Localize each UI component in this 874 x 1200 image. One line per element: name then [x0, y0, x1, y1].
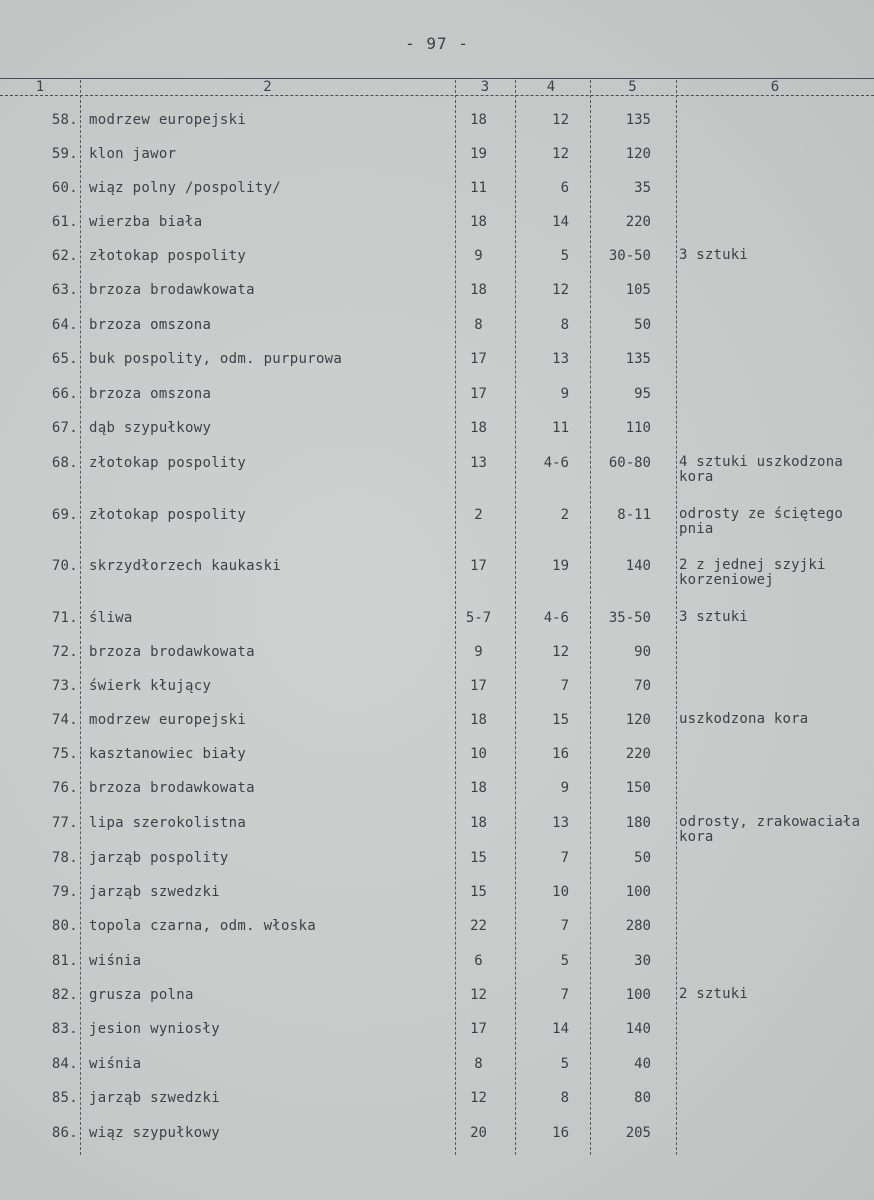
remarks: odrosty, zrakowaciała kora: [679, 814, 861, 845]
species-name: dąb szypułkowy: [89, 420, 212, 436]
value-col5: 60-80: [608, 455, 651, 471]
table-row: [0, 610, 874, 634]
value-col5: 150: [625, 780, 651, 796]
species-name: brzoza omszona: [89, 317, 212, 333]
value-col4: 8: [560, 317, 569, 333]
value-col5: 220: [625, 214, 651, 230]
table-row: [0, 180, 874, 204]
row-number: 86.: [51, 1125, 78, 1141]
value-col3: 13: [470, 455, 487, 471]
table-row: [0, 557, 874, 588]
value-col5: 120: [625, 712, 651, 728]
value-col4: 13: [552, 815, 569, 831]
table-row: [0, 386, 874, 410]
value-col5: 220: [625, 746, 651, 762]
table-row: [0, 214, 874, 238]
value-col5: 135: [625, 351, 651, 367]
value-col3: 5-7: [465, 610, 492, 626]
value-col3: 17: [470, 351, 487, 367]
row-number: 60.: [51, 180, 78, 196]
species-name: brzoza omszona: [89, 386, 212, 402]
column-header-4: 4: [546, 79, 556, 95]
table-row: [0, 746, 874, 770]
species-name: brzoza brodawkowata: [89, 282, 255, 298]
value-col5: 30: [634, 953, 651, 969]
value-col5: 205: [625, 1125, 651, 1141]
species-name: modrzew europejski: [89, 712, 247, 728]
page-number: - 97 -: [405, 34, 469, 53]
value-col5: 80: [634, 1090, 651, 1106]
value-col4: 6: [560, 180, 569, 196]
value-col3: 15: [470, 850, 487, 866]
value-col5: 50: [634, 317, 651, 333]
value-col3: 17: [470, 678, 487, 694]
row-number: 67.: [51, 420, 78, 436]
species-name: świerk kłujący: [89, 678, 212, 694]
row-number: 69.: [51, 507, 78, 523]
value-col4: 7: [560, 987, 569, 1003]
row-number: 83.: [51, 1021, 78, 1037]
value-col3: 18: [470, 780, 487, 796]
value-col5: 105: [625, 282, 651, 298]
table-row: [0, 506, 874, 537]
table-row: [0, 780, 874, 804]
value-col3: 9: [474, 248, 483, 264]
species-name: brzoza brodawkowata: [89, 644, 255, 660]
value-col4: 4-6: [543, 455, 569, 471]
row-number: 64.: [51, 317, 78, 333]
value-col4: 13: [552, 351, 569, 367]
column-header-2: 2: [263, 79, 272, 95]
table-row: [0, 146, 874, 170]
species-name: modrzew europejski: [89, 112, 247, 128]
row-number: 63.: [51, 282, 78, 298]
value-col4: 12: [552, 112, 569, 128]
row-number: 84.: [51, 1056, 78, 1072]
value-col5: 35-50: [608, 610, 651, 626]
value-col4: 2: [560, 507, 569, 523]
value-col4: 9: [560, 386, 569, 402]
value-col5: 8-11: [617, 507, 651, 523]
value-col4: 7: [560, 678, 569, 694]
value-col3: 17: [470, 558, 487, 574]
species-name: śliwa: [89, 610, 133, 626]
row-number: 66.: [51, 386, 78, 402]
table-row: [0, 351, 874, 375]
row-number: 74.: [51, 712, 78, 728]
value-col3: 8: [474, 1056, 483, 1072]
species-name: buk pospolity, odm. purpurowa: [89, 351, 343, 367]
row-number: 82.: [51, 987, 78, 1003]
value-col4: 14: [552, 1021, 569, 1037]
species-name: złotokap pospolity: [89, 248, 247, 264]
row-number: 62.: [51, 248, 78, 264]
row-number: 77.: [51, 815, 78, 831]
table-row: [0, 814, 874, 845]
species-name: skrzydłorzech kaukaski: [89, 558, 282, 574]
value-col5: 70: [634, 678, 651, 694]
table-row: [0, 678, 874, 702]
value-col5: 50: [634, 850, 651, 866]
value-col4: 12: [552, 282, 569, 298]
value-col5: 95: [634, 386, 651, 402]
value-col3: 2: [474, 507, 483, 523]
value-col3: 11: [470, 180, 487, 196]
value-col3: 18: [470, 712, 487, 728]
table-row: [0, 282, 874, 306]
remarks: 2 sztuki: [679, 986, 749, 1002]
value-col3: 19: [470, 146, 487, 162]
value-col3: 12: [470, 1090, 487, 1106]
row-number: 75.: [51, 746, 78, 762]
row-number: 61.: [51, 214, 78, 230]
value-col3: 17: [470, 1021, 487, 1037]
header-bottom-rule: [0, 95, 874, 96]
table-row: [0, 1056, 874, 1080]
value-col5: 90: [634, 644, 651, 660]
value-col3: 18: [470, 282, 487, 298]
species-name: jarząb szwedzki: [89, 884, 220, 900]
table-row: [0, 712, 874, 736]
value-col3: 6: [474, 953, 483, 969]
value-col4: 15: [552, 712, 569, 728]
column-header-3: 3: [480, 79, 490, 95]
value-col4: 4-6: [543, 610, 569, 626]
value-col3: 10: [470, 746, 487, 762]
value-col3: 17: [470, 386, 487, 402]
table-row: [0, 317, 874, 341]
value-col4: 11: [552, 420, 569, 436]
species-name: topola czarna, odm. włoska: [89, 918, 316, 934]
remarks: odrosty ze ściętego pnia: [679, 506, 843, 537]
value-col5: 140: [625, 1021, 651, 1037]
species-name: jesion wyniosły: [89, 1021, 220, 1037]
value-col4: 10: [552, 884, 569, 900]
row-number: 72.: [51, 644, 78, 660]
row-number: 80.: [51, 918, 78, 934]
species-name: wiśnia: [89, 953, 142, 969]
value-col5: 100: [625, 884, 651, 900]
table-row: [0, 987, 874, 1011]
value-col4: 14: [552, 214, 569, 230]
row-number: 70.: [51, 558, 78, 574]
row-number: 65.: [51, 351, 78, 367]
value-col4: 16: [552, 746, 569, 762]
row-number: 58.: [51, 112, 78, 128]
value-col3: 15: [470, 884, 487, 900]
value-col5: 280: [625, 918, 651, 934]
table-row: [0, 1021, 874, 1045]
species-name: kasztanowiec biały: [89, 746, 247, 762]
value-col5: 180: [625, 815, 651, 831]
value-col5: 35: [634, 180, 651, 196]
remarks: 3 sztuki: [679, 609, 749, 625]
value-col4: 12: [552, 146, 569, 162]
value-col4: 7: [560, 850, 569, 866]
value-col4: 7: [560, 918, 569, 934]
value-col3: 20: [470, 1125, 487, 1141]
value-col5: 30-50: [608, 248, 651, 264]
remarks: 4 sztuki uszkodzona kora: [679, 454, 843, 485]
row-number: 76.: [51, 780, 78, 796]
value-col3: 9: [474, 644, 483, 660]
column-header-5: 5: [628, 79, 637, 95]
species-name: lipa szerokolistna: [89, 815, 247, 831]
value-col3: 18: [470, 214, 487, 230]
remarks: 2 z jednej szyjki korzeniowej: [679, 557, 826, 588]
row-number: 59.: [51, 146, 78, 162]
column-header-1: 1: [35, 79, 45, 95]
species-name: wiśnia: [89, 1056, 142, 1072]
value-col3: 8: [474, 317, 483, 333]
species-name: wiąz szypułkowy: [89, 1125, 220, 1141]
value-col4: 5: [560, 953, 569, 969]
remarks: uszkodzona kora: [679, 711, 809, 727]
species-name: wierzba biała: [89, 214, 203, 230]
row-number: 85.: [51, 1090, 78, 1106]
value-col4: 16: [552, 1125, 569, 1141]
row-number: 78.: [51, 850, 78, 866]
value-col5: 140: [625, 558, 651, 574]
remarks: 3 sztuki: [679, 247, 749, 263]
value-col4: 5: [560, 248, 569, 264]
value-col5: 135: [625, 112, 651, 128]
table-row: [0, 248, 874, 272]
value-col3: 18: [470, 815, 487, 831]
species-name: jarząb pospolity: [89, 850, 229, 866]
species-name: grusza polna: [89, 987, 194, 1003]
table-row: [0, 644, 874, 668]
table-row: [0, 918, 874, 942]
value-col5: 110: [625, 420, 651, 436]
value-col4: 12: [552, 644, 569, 660]
value-col5: 40: [634, 1056, 651, 1072]
table-row: [0, 454, 874, 485]
row-number: 71.: [51, 610, 78, 626]
row-number: 68.: [51, 455, 78, 471]
table-row: [0, 953, 874, 977]
value-col3: 18: [470, 420, 487, 436]
table-row: [0, 884, 874, 908]
value-col5: 100: [625, 987, 651, 1003]
value-col3: 12: [470, 987, 487, 1003]
table-row: [0, 420, 874, 444]
column-header-6: 6: [770, 79, 780, 95]
value-col4: 9: [560, 780, 569, 796]
species-name: jarząb szwedzki: [89, 1090, 220, 1106]
species-name: wiąz polny /pospolity/: [89, 180, 282, 196]
species-name: złotokap pospolity: [89, 455, 247, 471]
table-row: [0, 112, 874, 136]
value-col3: 18: [470, 112, 487, 128]
table-row: [0, 850, 874, 874]
row-number: 73.: [51, 678, 78, 694]
species-name: brzoza brodawkowata: [89, 780, 255, 796]
value-col5: 120: [625, 146, 651, 162]
value-col4: 8: [560, 1090, 569, 1106]
species-name: klon jawor: [89, 146, 177, 162]
species-name: złotokap pospolity: [89, 507, 247, 523]
row-number: 81.: [51, 953, 78, 969]
value-col3: 22: [470, 918, 487, 934]
row-number: 79.: [51, 884, 78, 900]
table-row: [0, 1125, 874, 1149]
value-col4: 19: [552, 558, 569, 574]
table-row: [0, 1090, 874, 1114]
value-col4: 5: [560, 1056, 569, 1072]
